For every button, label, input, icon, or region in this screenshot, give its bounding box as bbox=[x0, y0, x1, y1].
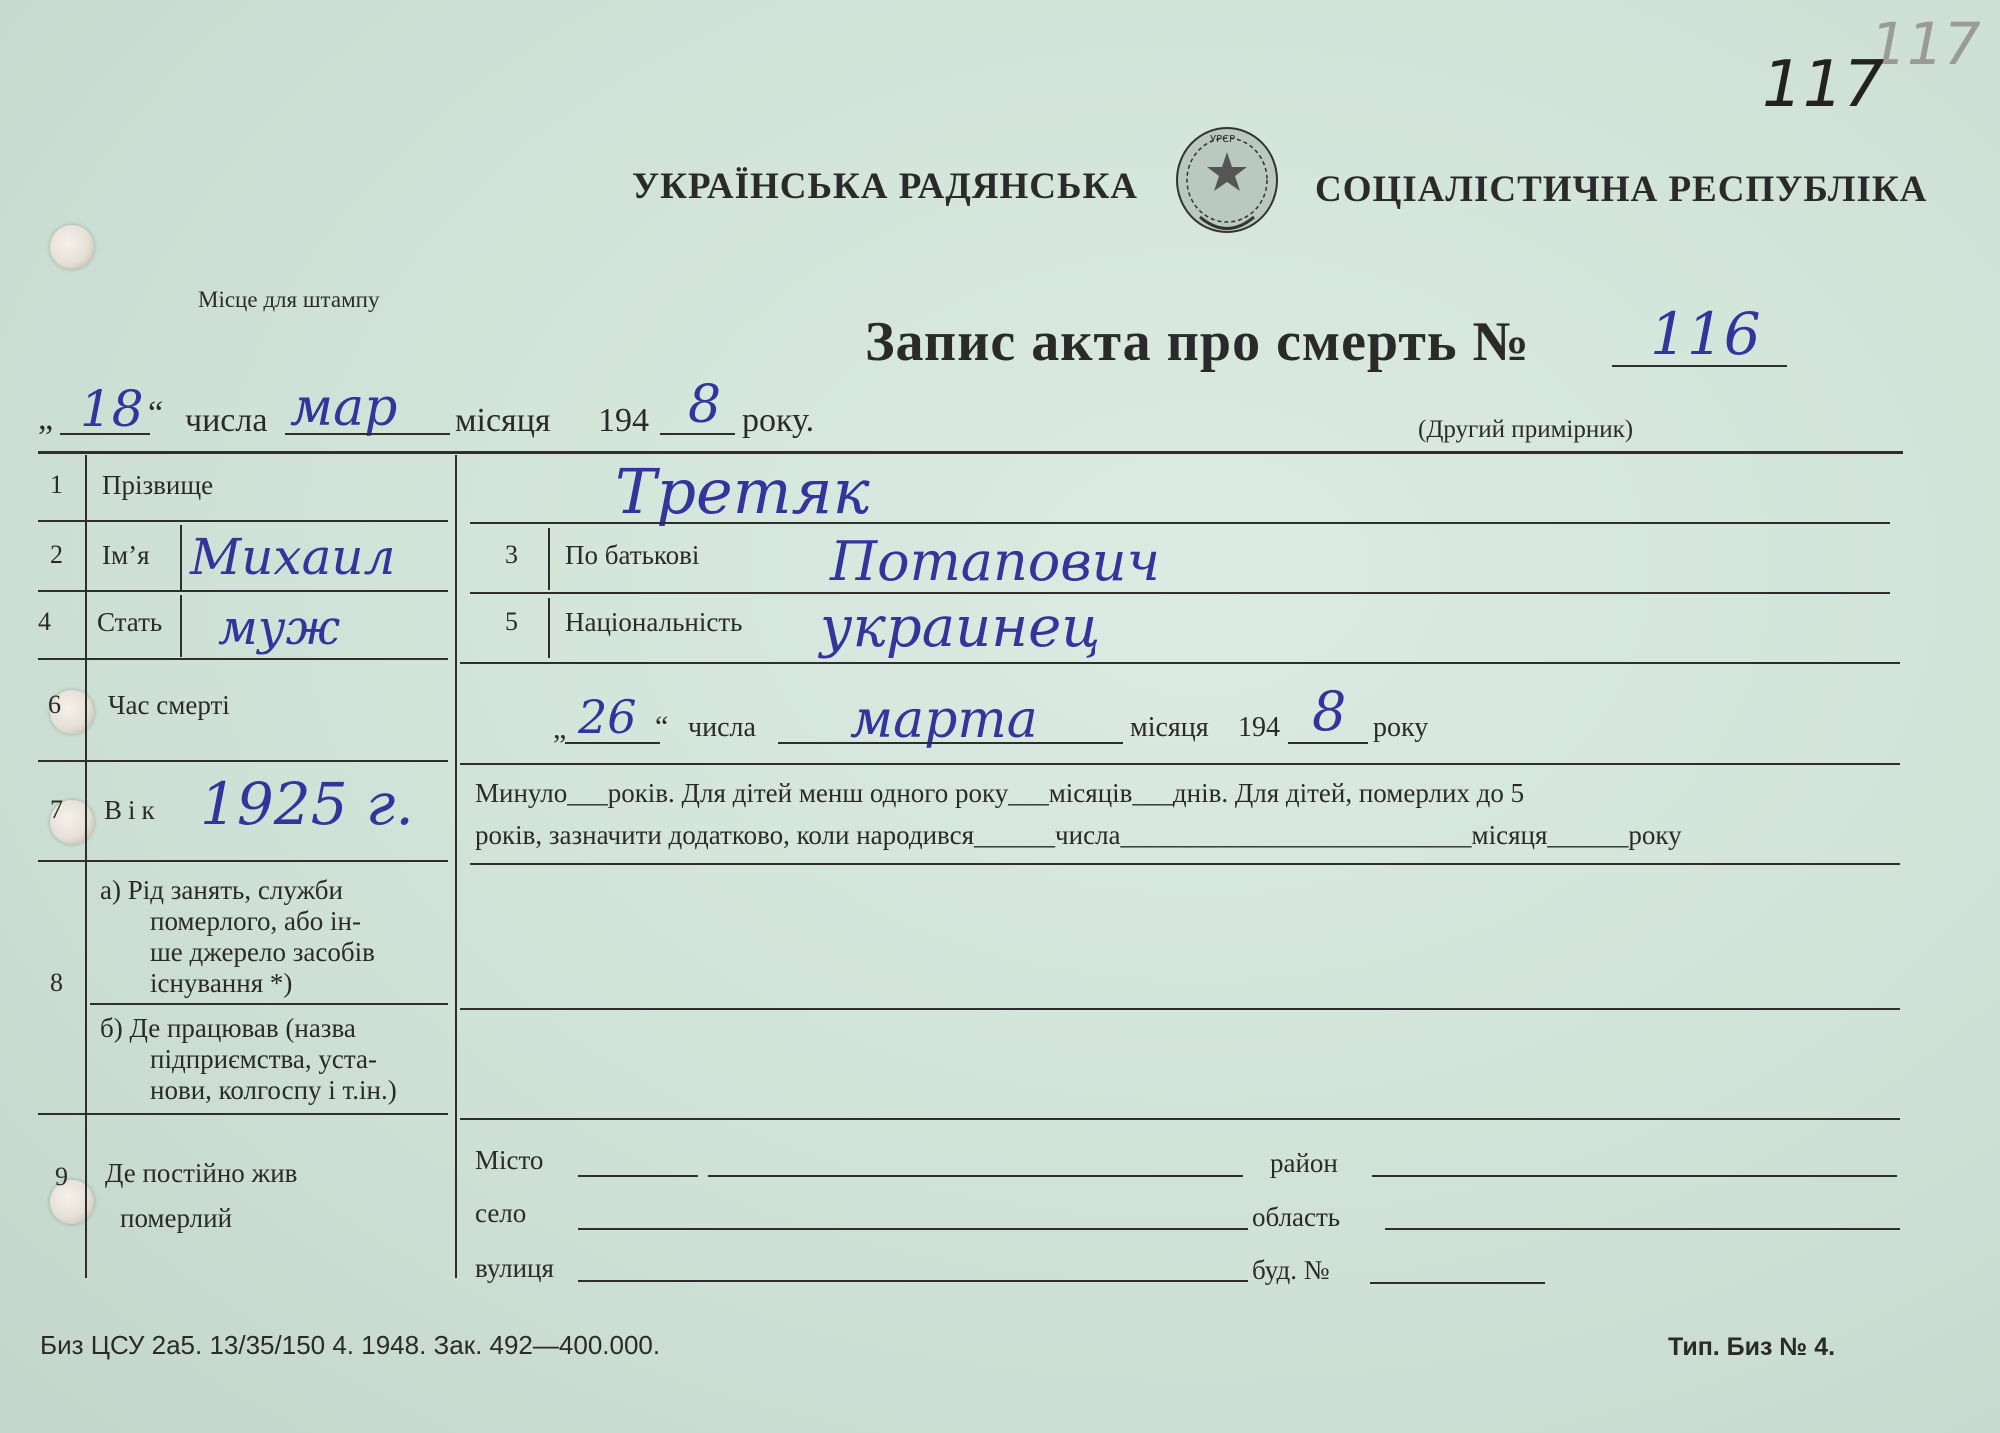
table-top-rule bbox=[38, 451, 1903, 454]
death-close-quote: “ bbox=[655, 710, 669, 743]
field-2-value: Михаил bbox=[190, 528, 396, 586]
city-line-long bbox=[708, 1175, 1243, 1177]
date-day: 18 bbox=[80, 380, 144, 438]
row-8a-rule-right bbox=[460, 1008, 1900, 1010]
field-1-label: Прізвище bbox=[102, 470, 214, 500]
row-2-rule-left bbox=[38, 590, 448, 592]
field-8a-label-2: померлого, або ін- bbox=[150, 906, 361, 936]
field-6-label: Час смерті bbox=[108, 690, 230, 720]
row-7-rule-left bbox=[38, 860, 448, 862]
village-label: село bbox=[475, 1198, 527, 1228]
death-year-digit: 8 bbox=[1312, 680, 1347, 743]
field-7-value: 1925 г. bbox=[200, 770, 414, 838]
emblem-text: УРСР bbox=[1210, 134, 1236, 145]
row-8-rule-right bbox=[460, 1118, 1900, 1120]
field-7-label: Вік bbox=[104, 795, 161, 825]
header-right: СОЦІАЛІСТИЧНА РЕСПУБЛІКА bbox=[1315, 169, 1928, 210]
field-7-number: 7 bbox=[50, 795, 63, 824]
footer-print-info: Биз ЦСУ 2а5. 13/35/150 4. 1948. Зак. 492—400.000. bbox=[40, 1330, 661, 1360]
death-year-label: року bbox=[1373, 712, 1429, 743]
field-8a-label-1: а) Рід занять, служби bbox=[100, 875, 343, 905]
label-column-rule bbox=[455, 455, 457, 1278]
date-close-quote: “ bbox=[148, 395, 164, 432]
field-6-number: 6 bbox=[48, 690, 61, 719]
field-3-divider bbox=[548, 528, 550, 590]
archive-page-number: 117 bbox=[1762, 48, 1885, 122]
date-day-label: числа bbox=[185, 402, 268, 439]
archive-page-number-pencil: 117 bbox=[1870, 10, 1981, 78]
field-1-number: 1 bbox=[50, 470, 63, 499]
field-5-label: Національність bbox=[565, 607, 743, 637]
street-line bbox=[578, 1280, 1248, 1282]
num-column-rule bbox=[85, 455, 87, 1278]
row-6-rule-left bbox=[38, 760, 448, 762]
field-8-number: 8 bbox=[50, 968, 63, 997]
field-8a-label-4: існування *) bbox=[150, 968, 293, 998]
death-year-underline bbox=[1288, 742, 1368, 744]
date-open-quote: „ bbox=[38, 400, 54, 437]
record-number-underline bbox=[1612, 365, 1787, 367]
field-8b-label-3: нови, колгоспу і т.ін.) bbox=[150, 1075, 397, 1105]
punch-hole bbox=[50, 225, 94, 269]
district-line bbox=[1372, 1175, 1897, 1177]
field-9-label-2: померлий bbox=[120, 1203, 233, 1233]
age-line-2: років, зазначити додатково, коли народився______числа__________________________місяця______року bbox=[475, 820, 1682, 850]
field-3-number: 3 bbox=[505, 540, 518, 569]
death-month-label: місяця bbox=[1130, 712, 1209, 743]
field-8b-label-1: б) Де працював (назва bbox=[100, 1013, 356, 1043]
death-month: марта bbox=[850, 690, 1038, 750]
district-label: район bbox=[1270, 1148, 1338, 1178]
row-1-rule-right bbox=[470, 522, 1890, 524]
field-2-number: 2 bbox=[50, 540, 63, 569]
date-year-underline bbox=[660, 433, 735, 435]
row-4-rule-left bbox=[38, 658, 448, 660]
row-4-rule-right bbox=[460, 662, 1900, 664]
field-4-divider bbox=[180, 595, 182, 657]
form-title: Запис акта про смерть № bbox=[865, 311, 1530, 373]
field-3-label: По батькові bbox=[565, 540, 700, 570]
date-year-prefix: 194 bbox=[598, 402, 649, 439]
row-8a-rule-left bbox=[90, 1003, 448, 1005]
field-8b-label-2: підприємства, уста- bbox=[150, 1044, 378, 1074]
field-2-divider bbox=[180, 525, 182, 590]
field-4-value: муж bbox=[218, 600, 341, 656]
street-label: вулиця bbox=[475, 1253, 554, 1283]
field-4-number: 4 bbox=[38, 607, 51, 636]
date-year-label: року. bbox=[742, 402, 815, 439]
row-7-rule-right bbox=[470, 863, 1900, 865]
field-4-label: Стать bbox=[97, 607, 163, 637]
death-day-underline bbox=[565, 742, 660, 744]
date-year-digit: 8 bbox=[688, 375, 722, 435]
row-6-rule-right bbox=[460, 763, 1900, 765]
record-number: 116 bbox=[1650, 300, 1761, 368]
region-label: область bbox=[1252, 1202, 1341, 1232]
row-1-rule-left bbox=[38, 520, 448, 522]
date-day-underline bbox=[60, 433, 150, 435]
death-open-quote: „ bbox=[553, 712, 567, 745]
city-label: Місто bbox=[475, 1145, 544, 1175]
date-month-underline bbox=[285, 433, 450, 435]
village-line bbox=[578, 1228, 1248, 1230]
city-line-short bbox=[578, 1175, 698, 1177]
field-5-divider bbox=[548, 598, 550, 658]
field-5-value: украинец bbox=[820, 595, 1101, 660]
death-month-underline bbox=[778, 742, 1123, 744]
death-day: 26 bbox=[578, 690, 637, 744]
region-line bbox=[1385, 1228, 1900, 1230]
field-9-label-1: Де постійно жив bbox=[105, 1158, 298, 1188]
copy-note: (Другий примірник) bbox=[1418, 416, 1634, 443]
field-1-value: Третяк bbox=[615, 455, 870, 528]
stamp-place-label: Місце для штампу bbox=[198, 287, 380, 312]
house-line bbox=[1370, 1282, 1545, 1284]
house-label: буд. № bbox=[1252, 1255, 1330, 1285]
header-left: УКРАЇНСЬКА РАДЯНСЬКА bbox=[632, 166, 1139, 207]
date-month-label: місяця bbox=[455, 402, 551, 439]
state-emblem bbox=[1170, 122, 1285, 244]
date-month: мар bbox=[290, 378, 398, 438]
death-year-prefix: 194 bbox=[1238, 712, 1280, 743]
row-8-rule-left bbox=[38, 1113, 448, 1115]
field-9-number: 9 bbox=[55, 1162, 68, 1191]
age-line-1: Минуло___років. Для дітей менш одного року___місяців___днів. Для дітей, померлих до 5 bbox=[475, 778, 1525, 808]
field-5-number: 5 bbox=[505, 607, 518, 636]
row-2-rule-right bbox=[470, 592, 1890, 594]
field-3-value: Потапович bbox=[830, 530, 1161, 593]
field-2-label: Ім’я bbox=[102, 540, 150, 570]
death-day-label: числа bbox=[688, 712, 756, 743]
field-8a-label-3: ше джерело засобів bbox=[150, 937, 375, 967]
footer-printer: Тип. Биз № 4. bbox=[1668, 1333, 1836, 1361]
